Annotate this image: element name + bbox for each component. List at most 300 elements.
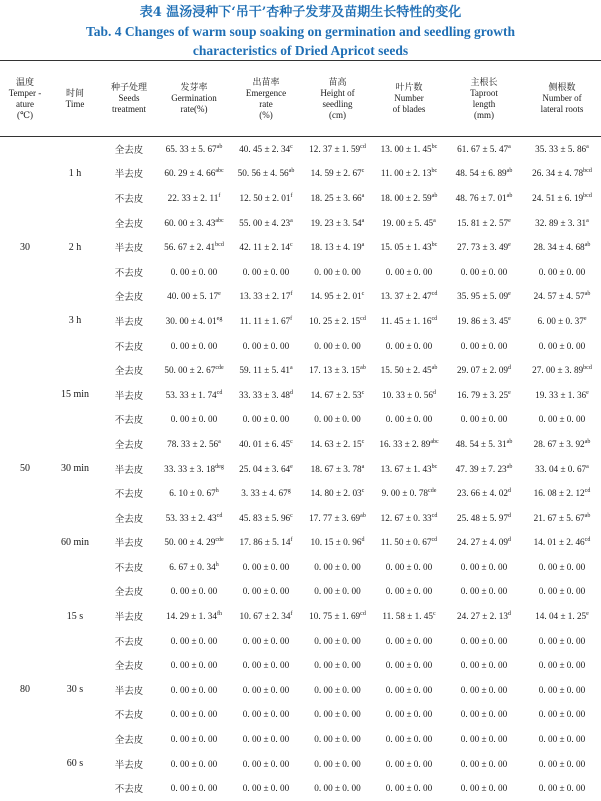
value-cell [523,530,601,555]
treatment-cell: 半去皮 [114,243,144,255]
value-text: 0. 00 ± 0. 00 [242,266,290,277]
value-text: 25. 04 ± 3. 64 [239,463,291,474]
value-cell [302,284,373,309]
value-text: 0. 00 ± 0. 00 [170,660,218,671]
significance-letter: a [361,217,365,224]
value-text: 53. 33 ± 1. 74 [165,389,217,400]
column-header-en2: ature [16,98,34,109]
value-text: 18. 00 ± 2. 59 [380,192,432,203]
significance-letter: d [507,488,511,495]
treatment-cell: 不去皮 [114,784,144,796]
value-text: 22. 33 ± 2. 11 [167,192,219,203]
significance-letter: ab [360,365,366,372]
value-text: 33. 33 ± 3. 48 [239,389,290,400]
value-cell [523,309,601,334]
value-text: 47. 39 ± 7. 23 [455,463,507,474]
value-text: 0. 00 ± 0. 00 [314,340,361,351]
value-cell [445,505,523,530]
value-cell [230,432,302,457]
significance-letter: abc [215,217,224,224]
time-cell: 1 h [68,168,82,180]
value-text: 16. 08 ± 2. 12 [533,488,585,499]
treatment-cell: 全去皮 [114,366,144,378]
significance-letter: d [507,512,511,519]
column-header-cn: 出苗率 [252,76,280,87]
significance-letter: cd [431,291,438,298]
value-text: 0. 00 ± 0. 00 [242,561,290,572]
value-cell [158,210,230,235]
value-cell [158,161,230,186]
value-text: 14. 01 ± 2. 46 [533,537,585,548]
table-caption [0,0,601,60]
value-text: 40. 45 ± 2. 34 [239,144,291,155]
treatment-cell: 不去皮 [114,267,144,279]
value-cell [302,432,373,457]
value-text: 42. 11 ± 2. 14 [239,242,290,253]
time-cell: 2 h [68,241,82,253]
value-text: 35. 95 ± 5. 09 [457,291,509,302]
table-row [0,358,601,383]
value-text: 15. 50 ± 2. 45 [380,365,432,376]
value-cell [373,678,445,703]
value-text: 0. 00 ± 0. 00 [460,635,508,646]
value-text: 14. 95 ± 2. 01 [310,291,362,302]
column-header-en1: Seeds [118,93,140,103]
value-text: 24. 51 ± 6. 19 [532,192,584,203]
value-cell [230,456,302,481]
significance-letter: cde [215,537,224,544]
column-header-unit: (cm) [329,109,346,120]
value-cell [445,727,523,752]
significance-letter: a [218,438,221,445]
value-cell [158,481,230,506]
column-header-unit: (℃) [16,109,34,120]
value-cell [302,235,373,260]
significance-letter: cd [360,611,366,618]
table-title-en-line2: characteristics of Dried Apricot seeds [192,43,409,58]
value-text: 12. 37 ± 1. 59 [309,144,361,155]
value-cell [158,382,230,407]
significance-letter: c [290,143,293,150]
value-text: 19. 00 ± 5. 45 [382,217,434,228]
value-text: 0. 00 ± 0. 00 [538,709,586,720]
significance-letter: d [507,365,511,372]
table-row [0,579,601,604]
significance-letter: ab [584,438,591,445]
value-text: 0. 00 ± 0. 00 [460,709,508,720]
value-cell [373,161,445,186]
value-text: 28. 67 ± 3. 92 [533,438,585,449]
value-text: 9. 00 ± 0. 78 [381,488,429,499]
significance-letter: ab [584,242,591,249]
significance-letter: bcd [583,168,592,175]
column-header-cn: 苗高 [328,76,347,87]
table-row [0,505,601,530]
value-cell [230,259,302,284]
treatment-cell: 不去皮 [114,710,144,722]
value-cell [230,407,302,432]
column-header-en2: length [472,98,496,109]
value-cell [523,186,601,211]
value-text: 11. 58 ± 1. 45 [382,611,433,622]
value-text: 0. 00 ± 0. 00 [242,414,290,425]
treatment-cell: 全去皮 [114,439,144,451]
value-cell [302,776,373,801]
value-text: 14. 67 ± 2. 53 [310,389,362,400]
value-text: 24. 57 ± 4. 57 [533,291,585,302]
column-header-cn: 叶片数 [395,82,423,92]
significance-letter: bc [431,463,438,470]
column-header-unit: (mm) [474,109,494,120]
value-cell [158,432,230,457]
value-cell [523,407,601,432]
value-text: 19. 86 ± 3. 45 [457,315,509,326]
treatment-cell: 半去皮 [114,538,144,550]
treatment-cell: 半去皮 [114,685,144,697]
value-text: 61. 67 ± 5. 47 [457,144,509,155]
significance-letter: bc [431,242,438,249]
significance-letter: bcd [215,242,224,249]
value-text: 0. 00 ± 0. 00 [242,709,290,720]
table-row [0,137,601,162]
value-text: 59. 11 ± 5. 41 [239,365,290,376]
column-header-unit: (%) [259,109,273,120]
value-cell [302,555,373,580]
value-cell [158,235,230,260]
value-cell [373,407,445,432]
value-cell [373,186,445,211]
value-text: 56. 67 ± 2. 41 [164,242,216,253]
value-cell [373,727,445,752]
table-title-cn: 表4 温汤浸种下‘吊干’杏种子发芽及苗期生长特性的变化 [139,5,462,20]
value-cell [523,382,601,407]
value-text: 10. 15 ± 0. 96 [310,537,362,548]
column-header-en2: of blades [392,104,426,114]
significance-letter: bc [431,168,438,175]
significance-letter: abc [430,438,439,445]
treatment-cell: 全去皮 [114,292,144,304]
value-text: 0. 00 ± 0. 00 [242,635,290,646]
value-text: 30. 00 ± 4. 01 [165,315,217,326]
value-text: 0. 00 ± 0. 00 [460,266,508,277]
table-row [0,653,601,678]
treatment-cell: 不去皮 [114,193,144,205]
value-text: 6. 10 ± 0. 67 [169,488,216,499]
treatment-cell: 全去皮 [114,218,144,230]
significance-letter: c [361,389,365,396]
treatment-cell: 半去皮 [114,759,144,771]
value-cell [523,604,601,629]
value-cell [230,628,302,653]
value-cell [445,751,523,776]
value-cell [523,284,601,309]
value-text: 17. 77 ± 3. 69 [309,512,361,523]
value-text: 14. 29 ± 1. 34 [166,611,217,622]
value-text: 14. 80 ± 2. 03 [310,488,362,499]
table-row [0,432,601,457]
significance-letter: f [290,537,293,544]
column-header-cn: 发芽率 [180,82,208,92]
value-text: 0. 00 ± 0. 00 [170,586,218,597]
value-cell [230,555,302,580]
value-text: 0. 00 ± 0. 00 [314,561,361,572]
significance-letter: a [433,217,436,224]
value-text: 0. 00 ± 0. 00 [538,684,586,695]
value-text: 0. 00 ± 0. 00 [314,709,361,720]
significance-letter: cd [360,143,366,150]
value-cell [523,358,601,383]
value-text: 0. 00 ± 0. 00 [385,734,433,745]
value-text: 3. 33 ± 4. 67 [241,488,288,499]
value-text: 0. 00 ± 0. 00 [385,709,433,720]
value-cell [445,653,523,678]
value-cell [523,210,601,235]
value-text: 10. 75 ± 1. 69 [309,611,361,622]
value-text: 0. 00 ± 0. 00 [538,660,586,671]
value-cell [302,579,373,604]
value-cell [302,530,373,555]
value-text: 0. 00 ± 0. 00 [538,635,586,646]
value-text: 12. 67 ± 0. 33 [380,512,432,523]
value-text: 15. 05 ± 1. 43 [380,242,432,253]
treatment-cell: 全去皮 [114,145,144,157]
significance-letter: abc [215,168,224,175]
value-text: 0. 00 ± 0. 00 [314,783,361,794]
significance-letter: f [218,192,221,199]
column-header-cn: 侧根数 [548,82,576,92]
value-cell [230,210,302,235]
column-header-en2: lateral roots [540,104,584,114]
value-text: 19. 33 ± 1. 36 [535,389,587,400]
significance-letter: ab [506,463,513,470]
value-cell [302,382,373,407]
column-header-en1: Number [394,93,424,103]
value-text: 0. 00 ± 0. 00 [538,783,586,794]
significance-letter: e [508,242,511,249]
value-cell [302,727,373,752]
value-cell [523,751,601,776]
header-row [0,61,601,137]
value-cell [373,555,445,580]
value-cell [373,432,445,457]
value-text: 0. 00 ± 0. 00 [170,758,218,769]
time-cell: 30 min [60,463,90,475]
value-cell [523,776,601,801]
value-cell [230,530,302,555]
value-cell [158,137,230,162]
column-header [50,61,100,137]
value-text: 50. 00 ± 2. 67 [164,365,216,376]
value-cell [158,358,230,383]
column-header-en1: Temper - [8,87,42,98]
significance-letter: a [586,463,589,470]
value-text: 10. 33 ± 0. 56 [382,389,433,400]
value-cell [445,235,523,260]
value-text: 0. 00 ± 0. 00 [385,266,433,277]
column-header [445,61,523,137]
significance-letter: c [290,438,293,445]
table-row [0,284,601,309]
value-text: 13. 00 ± 1. 45 [380,144,432,155]
column-header-en2: rate(%) [180,104,208,114]
treatment-cell: 全去皮 [114,661,144,673]
value-text: 0. 00 ± 0. 00 [170,734,218,745]
time-cell: 3 h [68,315,82,327]
value-text: 24. 27 ± 2. 13 [457,611,508,622]
value-text: 27. 00 ± 3. 89 [532,365,584,376]
treatment-cell: 不去皮 [114,415,144,427]
significance-letter: ab [584,291,591,298]
value-text: 0. 00 ± 0. 00 [385,684,433,695]
significance-letter: cd [216,389,223,396]
value-text: 10. 67 ± 2. 34 [239,611,291,622]
value-text: 0. 00 ± 0. 00 [538,586,586,597]
value-cell [523,505,601,530]
value-text: 0. 00 ± 0. 00 [385,561,433,572]
significance-letter: ab [506,168,513,175]
value-text: 0. 00 ± 0. 00 [170,340,218,351]
value-text: 0. 00 ± 0. 00 [314,266,361,277]
treatment-cell: 半去皮 [114,612,144,624]
significance-letter: deg [215,463,224,470]
value-cell [373,333,445,358]
value-text: 60. 00 ± 3. 43 [164,217,216,228]
significance-letter: cd [360,315,366,322]
column-header-cn: 种子处理 [110,82,147,92]
value-cell [302,309,373,334]
value-cell [445,137,523,162]
significance-letter: e [508,291,511,298]
value-text: 40. 01 ± 6. 45 [239,438,291,449]
value-text: 0. 00 ± 0. 00 [460,684,508,695]
column-header-en2: treatment [112,104,146,114]
column-header-en2: seedling [322,98,353,109]
value-cell [373,382,445,407]
value-text: 32. 89 ± 3. 31 [535,217,587,228]
value-cell [302,702,373,727]
value-cell [373,702,445,727]
significance-letter: eg [216,315,223,322]
value-cell [523,259,601,284]
value-text: 28. 34 ± 4. 68 [533,242,585,253]
value-text: 40. 00 ± 5. 17 [167,291,219,302]
value-cell [373,284,445,309]
value-text: 48. 54 ± 6. 89 [455,168,507,179]
value-cell [373,579,445,604]
value-cell [302,407,373,432]
significance-letter: ab [360,512,366,519]
value-cell [445,382,523,407]
significance-letter: e [508,217,511,224]
value-cell [445,530,523,555]
value-text: 0. 00 ± 0. 00 [460,561,508,572]
value-text: 25. 48 ± 5. 97 [457,512,508,523]
significance-letter: e [586,611,589,618]
time-cell: 15 s [66,610,84,622]
value-cell [373,653,445,678]
value-text: 0. 00 ± 0. 00 [460,340,508,351]
value-cell [523,678,601,703]
significance-letter: cd [584,488,591,495]
significance-letter: c [361,438,365,445]
value-cell [445,284,523,309]
significance-letter: e [218,291,221,298]
temperature-cell: 30 [20,241,30,253]
column-header-en1: Number of [542,93,582,103]
column-header-en2: rate [259,98,273,109]
treatment-cell: 不去皮 [114,489,144,501]
value-cell [230,604,302,629]
value-cell [230,481,302,506]
value-cell [230,702,302,727]
value-cell [158,702,230,727]
significance-letter: d [507,611,511,618]
significance-letter: a [361,192,365,199]
treatment-cell: 全去皮 [114,513,144,525]
value-cell [445,481,523,506]
significance-letter: ab [431,365,438,372]
value-cell [158,555,230,580]
value-text: 0. 00 ± 0. 00 [385,758,433,769]
value-cell [158,530,230,555]
value-cell [373,210,445,235]
value-text: 0. 00 ± 0. 00 [170,684,218,695]
value-cell [302,628,373,653]
significance-letter: e [586,389,589,396]
value-cell [230,309,302,334]
value-cell [302,505,373,530]
value-cell [445,407,523,432]
value-cell [445,210,523,235]
time-cell: 15 min [60,389,90,401]
significance-letter: d [289,389,293,396]
value-cell [523,579,601,604]
value-cell [158,727,230,752]
significance-letter: h [215,561,219,568]
value-cell [373,481,445,506]
value-text: 15. 81 ± 2. 57 [457,217,509,228]
significance-letter: c [289,242,293,249]
value-cell [373,456,445,481]
value-cell [523,702,601,727]
column-header-en1: Emergence [245,87,287,98]
treatment-cell: 半去皮 [114,464,144,476]
value-text: 0. 00 ± 0. 00 [242,586,290,597]
column-header-cn: 时间 [65,87,84,98]
value-cell [373,604,445,629]
value-cell [302,751,373,776]
column-header-en1: Germination [171,93,217,103]
value-text: 50. 00 ± 4. 29 [164,537,216,548]
significance-letter: a [289,365,293,372]
value-text: 35. 33 ± 5. 86 [535,144,587,155]
value-cell [230,186,302,211]
value-cell [445,604,523,629]
value-cell [445,456,523,481]
value-cell [230,678,302,703]
column-header [100,61,158,137]
value-cell [302,137,373,162]
value-cell [523,137,601,162]
table-title-en-line1: Tab. 4 Changes of warm soup soaking on germination and seedling growth [85,24,516,39]
value-cell [373,505,445,530]
value-text: 0. 00 ± 0. 00 [385,586,433,597]
significance-letter: e [508,389,511,396]
temperature-cell: 80 [20,684,30,696]
value-text: 0. 00 ± 0. 00 [538,266,586,277]
value-text: 0. 00 ± 0. 00 [538,758,586,769]
value-text: 14. 04 ± 1. 25 [535,611,587,622]
